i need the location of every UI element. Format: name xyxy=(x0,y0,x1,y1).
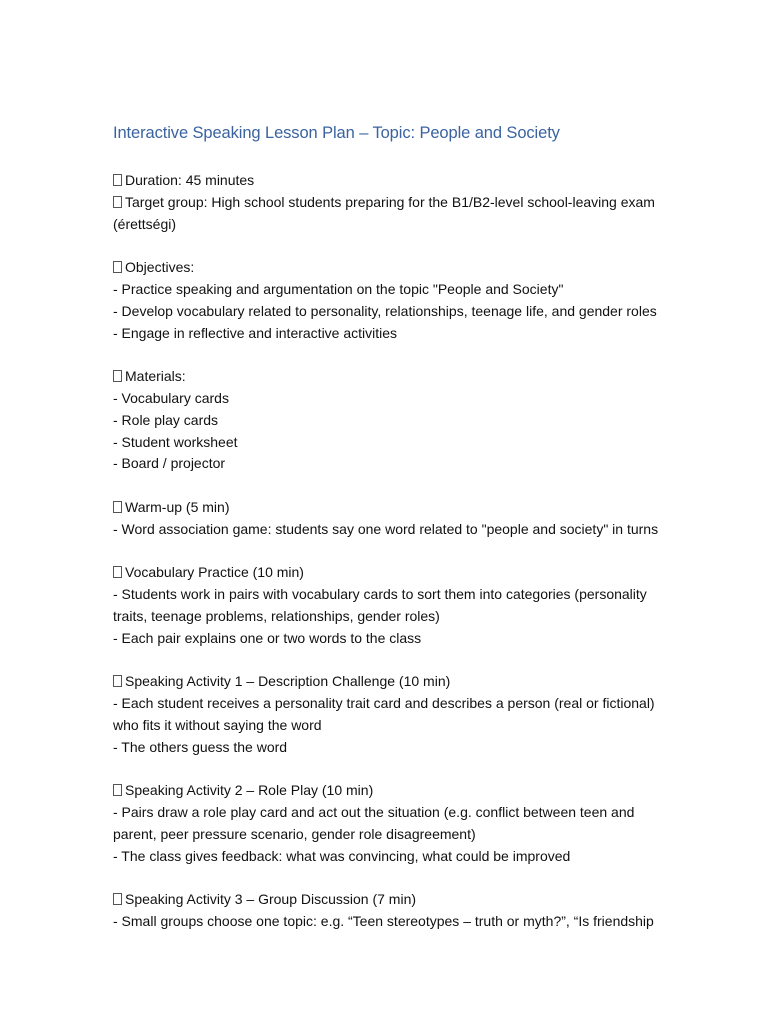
section-heading-line xyxy=(113,257,673,279)
line-text: - Vocabulary cards xyxy=(113,389,229,406)
blank-line xyxy=(113,650,673,672)
line-text: Materials: xyxy=(125,368,186,385)
body-line xyxy=(113,737,673,759)
line-text: - Each pair explains one or two words to the class xyxy=(113,629,422,646)
body-line xyxy=(113,453,673,475)
line-text: who fits it without saying the word xyxy=(113,716,322,733)
body-line xyxy=(113,628,673,650)
missing-glyph-icon xyxy=(113,196,122,208)
blank-line xyxy=(113,344,673,366)
body-line xyxy=(113,432,673,454)
body-line xyxy=(113,410,673,432)
document-title: Interactive Speaking Lesson Plan – Topic: People and Society xyxy=(113,124,560,142)
section-heading-line xyxy=(113,780,673,802)
body-line xyxy=(113,301,673,323)
body-line xyxy=(113,584,673,606)
line-text: Speaking Activity 2 – Role Play (10 min) xyxy=(125,782,374,799)
line-text: - Each student receives a personality trait card and describes a person (real or fictional) xyxy=(113,695,655,712)
line-text: Target group: High school students preparing for the B1/B2-level school-leaving exam xyxy=(125,193,655,210)
line-text: Objectives: xyxy=(125,259,195,276)
line-text: - Pairs draw a role play card and act out the situation (e.g. conflict between teen and xyxy=(113,804,635,821)
line-text: - Word association game: students say one word related to "people and society" in turns xyxy=(113,520,659,537)
body-line xyxy=(113,715,673,737)
blank-line xyxy=(113,541,673,563)
line-text: - Small groups choose one topic: e.g. “Teen stereotypes – truth or myth?”, “Is friendship xyxy=(113,913,654,930)
body-line xyxy=(113,802,673,824)
line-text: traits, teenage problems, relationships, gender roles) xyxy=(113,607,440,624)
line-text: Speaking Activity 3 – Group Discussion (7 min) xyxy=(125,891,417,908)
blank-line xyxy=(113,868,673,890)
missing-glyph-icon xyxy=(113,370,122,382)
line-text: - Board / projector xyxy=(113,455,226,472)
line-text: - Students work in pairs with vocabulary cards to sort them into categories (personality xyxy=(113,586,647,603)
line-text: - The class gives feedback: what was convincing, what could be improved xyxy=(113,847,571,864)
missing-glyph-icon xyxy=(113,501,122,513)
missing-glyph-icon xyxy=(113,784,122,796)
section-heading-line xyxy=(113,170,673,192)
blank-line xyxy=(113,759,673,781)
blank-line xyxy=(113,235,673,257)
document-body xyxy=(113,170,673,933)
body-line xyxy=(113,214,673,236)
body-line xyxy=(113,279,673,301)
line-text: Speaking Activity 1 – Description Challenge (10 min) xyxy=(125,673,451,690)
missing-glyph-icon xyxy=(113,261,122,273)
missing-glyph-icon xyxy=(113,675,122,687)
line-text: Vocabulary Practice (10 min) xyxy=(125,564,304,581)
line-text: - Role play cards xyxy=(113,411,219,428)
section-heading-line xyxy=(113,497,673,519)
line-text: Warm-up (5 min) xyxy=(125,498,230,515)
line-text: - Develop vocabulary related to personality, relationships, teenage life, and gender roles xyxy=(113,302,657,319)
body-line xyxy=(113,519,673,541)
line-text: - Practice speaking and argumentation on the topic "People and Society" xyxy=(113,280,564,297)
body-line xyxy=(113,323,673,345)
line-text: parent, peer pressure scenario, gender role disagreement) xyxy=(113,825,476,842)
line-text: (érettségi) xyxy=(113,215,177,232)
section-heading-line xyxy=(113,192,673,214)
blank-line xyxy=(113,475,673,497)
line-text: - The others guess the word xyxy=(113,738,288,755)
line-text: - Student worksheet xyxy=(113,433,238,450)
line-text: Duration: 45 minutes xyxy=(125,172,255,188)
section-heading-line xyxy=(113,366,673,388)
line-text: - Engage in reflective and interactive activities xyxy=(113,324,398,341)
body-line xyxy=(113,693,673,715)
section-heading-line xyxy=(113,889,673,911)
missing-glyph-icon xyxy=(113,893,122,905)
section-heading-line xyxy=(113,562,673,584)
body-line xyxy=(113,388,673,410)
body-line xyxy=(113,824,673,846)
section-heading-line xyxy=(113,671,673,693)
body-line xyxy=(113,911,673,933)
body-line xyxy=(113,846,673,868)
missing-glyph-icon xyxy=(113,174,122,186)
missing-glyph-icon xyxy=(113,566,122,578)
body-line xyxy=(113,606,673,628)
